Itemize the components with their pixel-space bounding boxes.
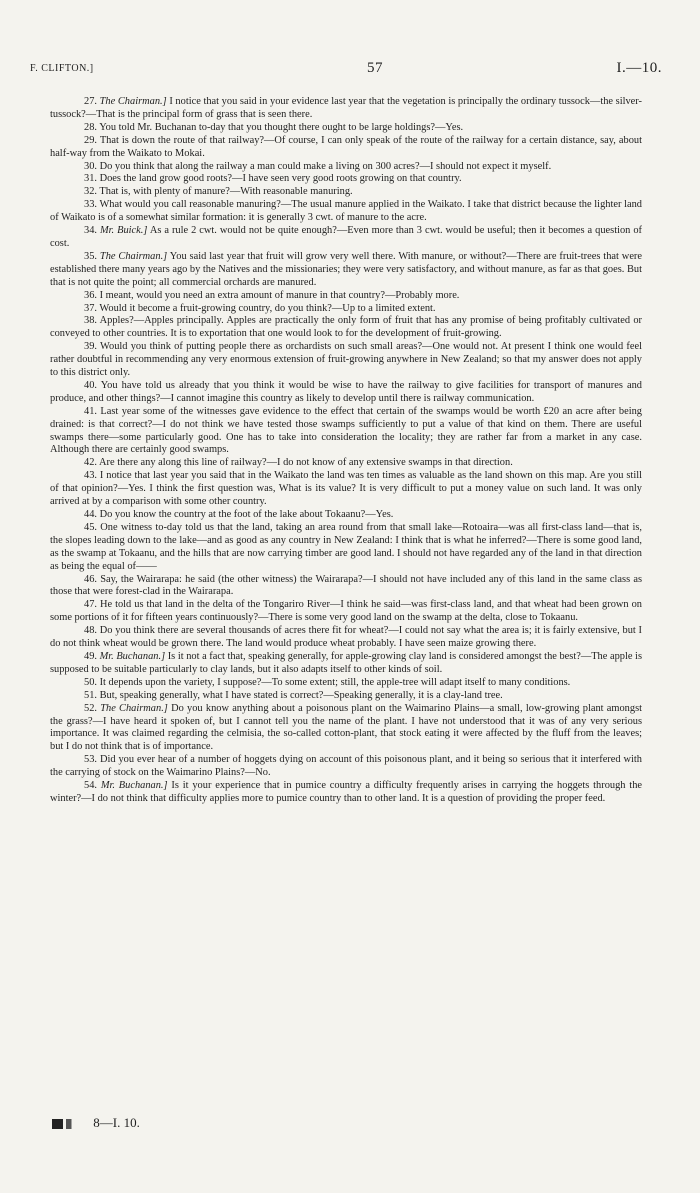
question-paragraph <box>50 303 642 316</box>
question-text: Apples?—Apples principally. Apples are practically the only form of fruit that has any promise of being profitably cultivated or conveyed to other countries. It is to exportation that one would look to for the development of fruit-growing. <box>50 315 642 340</box>
question-paragraph <box>50 780 642 806</box>
question-text: But, speaking generally, what I have stated is correct?—Speaking generally, it is a clay-land tree. <box>99 689 503 701</box>
question-text: Do you think there are several thousands of acres there fit for wheat?—I could not say what the area is; it is fairly extensive, but I do not think wheat would be grown there. The land would produce wheat probably. I have seen maize growing there. <box>50 625 642 650</box>
question-paragraph <box>50 315 642 341</box>
question-number: 35. <box>84 250 100 262</box>
question-paragraph <box>50 509 642 522</box>
question-paragraph <box>50 251 642 290</box>
question-text: Do you think that along the railway a man could make a living on 300 acres?—I should not expect it myself. <box>99 160 552 172</box>
question-number: 53. <box>84 754 100 766</box>
question-number: 51. <box>84 689 100 701</box>
question-text: I notice that last year you said that in the Waikato the land was ten times as valuable as the land shown on this map. Are you still of that opinion?—Yes. I think the first question was, What is its value? It is very difficult to put a money value on such land. It was only arrived at by a comparison with some other country. <box>50 470 642 508</box>
question-number: 37. <box>84 302 100 314</box>
question-number: 50. <box>84 676 100 688</box>
speaker-name: Mr. Buchanan.] <box>100 780 168 792</box>
question-number: 31. <box>84 173 100 185</box>
question-text: That is down the route of that railway?—Of course, I can only speak of the route of the railway for a certain distance, say, about half-way from the Waikato to Mokai. <box>50 134 642 159</box>
question-paragraph <box>50 173 642 186</box>
question-number: 32. <box>84 186 100 198</box>
question-text: What would you call reasonable manuring?—The usual manure applied in the Waikato. I take that district because the lighter land of Waikato is of a somewhat similar formation: it is generally 3 cwt. of manure to the acre. <box>50 199 642 224</box>
question-text: Is it not a fact that, speaking generally, for apple-growing clay land is considered amongst the best?—The apple is supposed to be suitable particularly to clay lands, but it also adapts itself to other kinds of soil. <box>50 650 642 675</box>
question-paragraph <box>50 522 642 574</box>
question-number: 44. <box>84 509 100 520</box>
question-number: 27. <box>84 96 100 107</box>
question-text: Say, the Wairarapa: he said (the other witness) the Wairarapa?—I should not have included any of this land in the same class as those that were forest-clad in the Wairarapa. <box>50 573 642 598</box>
question-number: 45. <box>84 521 101 533</box>
question-text: I notice that you said in your evidence last year that the vegetation is principally the ordinary tussock—the silver-tussock?—That is the principal form of grass that is seen there. <box>50 96 642 120</box>
speaker-name: The Chairman.] <box>99 250 168 262</box>
question-paragraph <box>50 677 642 690</box>
question-text: Are there any along this line of railway?—I do not know of any extensive swamps in that direction. <box>99 457 513 469</box>
question-text: That is, with plenty of manure?—With reasonable manuring. <box>99 186 353 198</box>
question-text: Does the land grow good roots?—I have seen very good roots growing on that country. <box>99 173 462 185</box>
question-paragraph <box>50 574 642 600</box>
question-paragraph <box>50 122 642 135</box>
question-text: Would it become a fruit-growing country, do you think?—Up to a limited extent. <box>99 302 436 314</box>
question-text: It depends upon the variety, I suppose?—To some extent; still, the apple-tree will adapt itself to many conditions. <box>99 676 571 688</box>
question-paragraph <box>50 161 642 174</box>
question-paragraph <box>50 135 642 161</box>
question-number: 49. <box>84 650 100 662</box>
page-footer <box>52 1115 140 1131</box>
printer-mark-icon <box>52 1119 80 1129</box>
question-text: Do you know the country at the foot of the lake about Tokaanu?—Yes. <box>99 509 394 520</box>
question-paragraph <box>50 96 642 122</box>
question-number: 28. <box>84 121 100 133</box>
signature-mark: 8—I. 10. <box>93 1115 140 1130</box>
speaker-name: Mr. Buchanan.] <box>99 650 166 662</box>
question-number: 34. <box>84 225 100 237</box>
question-number: 40. <box>84 379 101 391</box>
question-paragraph <box>50 290 642 303</box>
header-witness: F. CLIFTON.] <box>30 63 94 74</box>
question-paragraph <box>50 380 642 406</box>
question-text: You said last year that fruit will grow very well there. With manure, or without?—There are fruit-trees that were established there many years ago by the Natives and the missionaries; they were very satisfactory, and without manure, as far as that goes. But that is not quite the point; all commercial orchards are manured. <box>50 250 642 288</box>
question-number: 47. <box>84 599 100 611</box>
question-number: 29. <box>84 134 100 146</box>
question-text: As a rule 2 cwt. would not be quite enough?—Even more than 3 cwt. would be useful; then it becomes a question of cost. <box>50 225 642 249</box>
question-number: 41. <box>84 405 101 417</box>
testimony-body <box>50 96 642 806</box>
question-text: You have told us already that you think it would be wise to have the railway to give facilities for transport of manures and produce, and other things?—I cannot imagine this country as likely to develop until there is railway communication. <box>50 379 642 404</box>
question-paragraph <box>50 754 642 780</box>
question-text: Is it your experience that in pumice country a difficulty frequently arises in carrying the hoggets through the winter?—I do not think that difficulty applies more to pumice country than to other land. It is a question of providing the proper feed. <box>50 780 642 804</box>
page-header <box>30 60 662 79</box>
question-paragraph <box>50 225 642 251</box>
question-number: 30. <box>84 160 100 172</box>
question-text: You told Mr. Buchanan to-day that you thought there ought to be large holdings?—Yes. <box>99 121 464 133</box>
question-paragraph <box>50 599 642 625</box>
question-paragraph <box>50 690 642 703</box>
question-number: 39. <box>84 341 101 353</box>
question-paragraph <box>50 406 642 458</box>
question-text: One witness to-day told us that the land, taking an area round from that small lake—Rotoaira—was all first-class land—that is, the slopes leading down to the lake—and as good as any country in New Zealand: I think that is what he inferred?—There is some good land, as the swamp at Tokaanu, and the hills that are now carrying timber are good land. I should not have regarded any of the land in that direction as being the equal of—— <box>50 521 642 572</box>
speaker-name: The Chairman.] <box>99 96 167 107</box>
document-reference: I.—10. <box>616 60 662 76</box>
page-number: 57 <box>367 60 383 76</box>
question-paragraph <box>50 625 642 651</box>
question-number: 38. <box>84 315 100 327</box>
question-text: I meant, would you need an extra amount of manure in that country?—Probably more. <box>99 289 460 301</box>
question-paragraph <box>50 186 642 199</box>
question-number: 46. <box>84 573 101 585</box>
question-text: Did you ever hear of a number of hoggets dying on account of this poisonous plant, and it being so serious that it interfered with the carrying of stock on the Waimarino Plains?—No. <box>50 754 643 779</box>
question-paragraph <box>50 199 642 225</box>
question-text: Do you know anything about a poisonous plant on the Waimarino Plains—a small, low-growing plant amongst the grass?—I have heard it spoken of, but I cannot tell you the name of the plant. I have not understood that it was of any very serious importance. It was claimed regarding the celmisia, the so-called cotton-plant, that stock eating it were affected by the fluff from the leaves; but I do not think that is of importance. <box>50 702 642 753</box>
question-paragraph <box>50 470 642 509</box>
question-paragraph <box>50 457 642 470</box>
question-paragraph <box>50 651 642 677</box>
question-number: 54. <box>84 780 101 792</box>
question-number: 42. <box>84 457 100 469</box>
question-number: 43. <box>84 470 100 482</box>
question-paragraph <box>50 341 642 380</box>
question-number: 33. <box>84 199 100 211</box>
speaker-name: The Chairman.] <box>100 702 168 714</box>
speaker-name: Mr. Buick.] <box>99 225 148 237</box>
question-text: He told us that land in the delta of the Tongariro River—I think he said—was first-class land, and that wheat had been grown on some portions of it for fifteen years continuously?—There is some very good land on the swamp at the delta, close to Tokaanu. <box>50 599 642 624</box>
question-number: 52. <box>84 702 101 714</box>
question-number: 48. <box>84 625 100 637</box>
question-text: Last year some of the witnesses gave evidence to the effect that certain of the swamps would be worth £20 an acre after being drained: is that correct?—I do not think we have tested those swamps sufficiently to put a value of that kind on them. There are useful swamps there—some particularly good. One has to take into consideration the locality; they are rather far from a market in any case. Although there are certainly good swamps. <box>50 405 642 456</box>
question-number: 36. <box>84 289 100 301</box>
question-paragraph <box>50 703 642 755</box>
question-text: Would you think of putting people there as orchardists on such small areas?—One would not. At present I think one would feel rather doubtful in recommending any very enormous extension of fruit-growing anywhere in New Zealand; so that my answer does not apply to this district only. <box>50 341 642 379</box>
